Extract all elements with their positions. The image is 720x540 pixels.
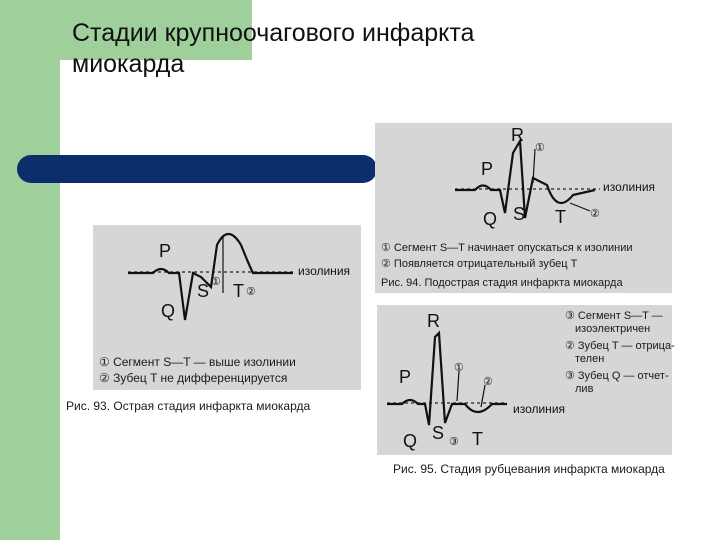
isoline-label: изолиния — [513, 402, 566, 416]
label-p: P — [399, 367, 412, 387]
figure-94 — [375, 123, 672, 293]
figure-95-caption: Рис. 95. Стадия рубцевания инфаркта миокарда — [393, 462, 665, 476]
note-1: ① Сегмент S—T начинает опускаться к изолинии — [381, 242, 633, 254]
figure-95 — [377, 305, 675, 455]
label-p: P — [481, 159, 494, 179]
label-p: P — [159, 241, 172, 261]
note-3: ③ Зубец Q — отчет- — [565, 370, 669, 382]
note-2: ② Появляется отрицательный зубец T — [381, 258, 578, 270]
isoline-label: изолиния — [298, 264, 351, 278]
label-s: S — [197, 281, 210, 301]
note-2: ② Зубец T не дифференцируется — [99, 371, 288, 385]
note-1: ① Сегмент S—T — выше изолинии — [99, 355, 296, 369]
marker-2: ② — [246, 286, 256, 298]
label-s: S — [432, 423, 445, 443]
marker-1: ① — [535, 142, 545, 154]
note-2: ② Зубец T — отрица- — [565, 340, 675, 352]
note-2-cont: телен — [575, 353, 605, 365]
label-q: Q — [483, 209, 498, 229]
label-t: T — [555, 207, 566, 227]
figure-94-caption: Рис. 94. Подострая стадия инфаркта миокарда — [381, 277, 623, 289]
left-accent-bar — [0, 0, 60, 540]
marker-line-1 — [457, 371, 459, 401]
marker-3: ③ — [449, 436, 459, 448]
label-q: Q — [403, 431, 418, 451]
isoline-label: изолиния — [603, 180, 656, 194]
marker-1: ① — [211, 276, 221, 288]
label-t: T — [233, 281, 244, 301]
label-q: Q — [161, 301, 176, 321]
figure-93 — [93, 225, 361, 390]
marker-line-2 — [570, 203, 590, 211]
note-1-cont: изоэлектричен — [575, 323, 651, 335]
label-r: R — [511, 125, 524, 145]
note-3-cont: лив — [575, 383, 594, 395]
marker-2: ② — [590, 208, 600, 220]
marker-1: ① — [454, 362, 464, 374]
marker-2: ② — [483, 376, 493, 388]
label-r: R — [427, 311, 440, 331]
slide-title: Стадии крупноочагового инфаркта миокарда — [72, 19, 475, 78]
note-1: ③ Сегмент S—T — — [565, 310, 663, 322]
label-s: S — [513, 204, 526, 224]
figure-93-caption: Рис. 93. Острая стадия инфаркта миокарда — [66, 399, 311, 413]
title-divider — [17, 155, 377, 183]
label-t: T — [472, 429, 483, 449]
marker-line-2 — [481, 385, 485, 407]
